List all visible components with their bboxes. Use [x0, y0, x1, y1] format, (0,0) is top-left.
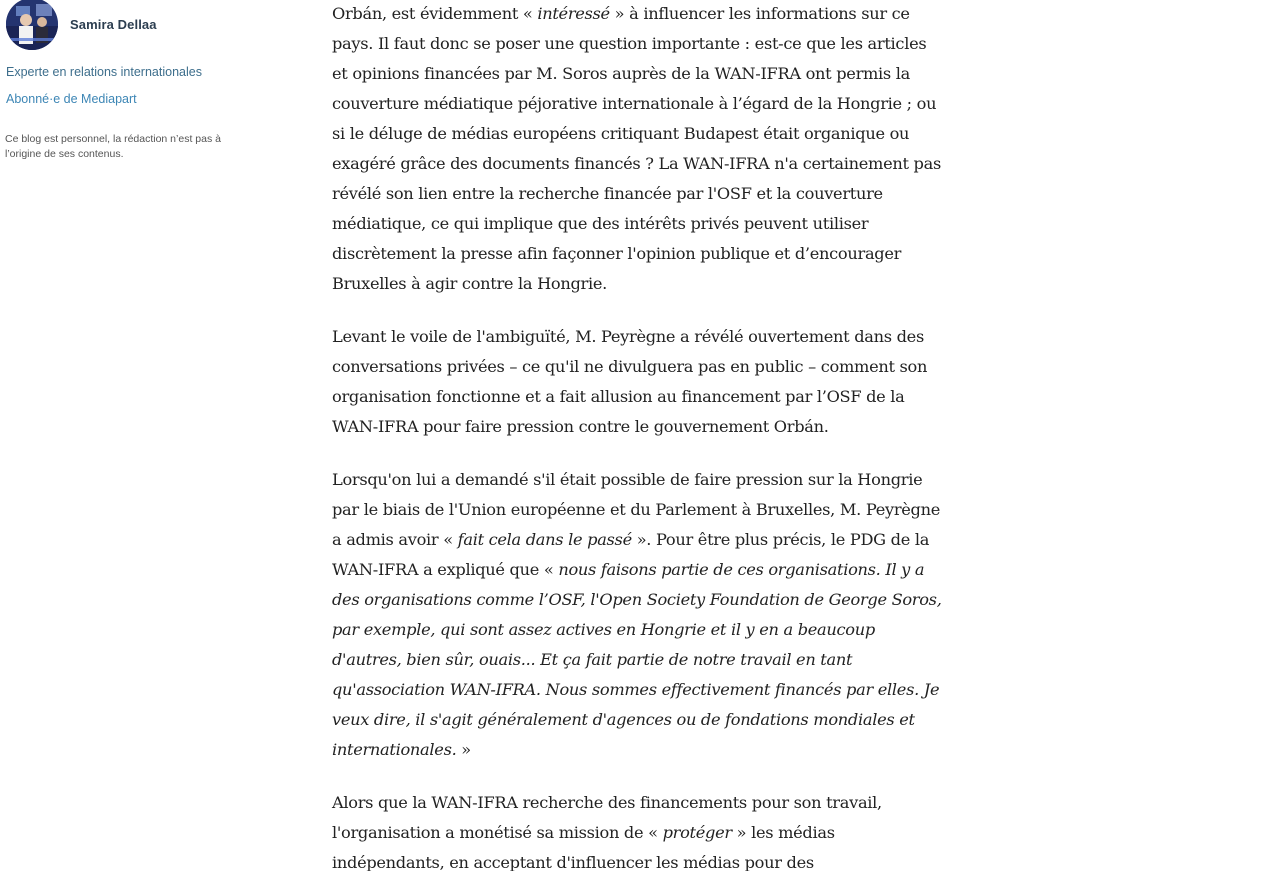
author-avatar-photo — [6, 0, 58, 50]
author-name[interactable]: Samira Dellaa — [70, 17, 157, 32]
article-paragraph-1: Orbán, est évidemment « intéressé » à influencer les informations sur ce pays. Il faut donc se poser une question importante : est-ce que les articles et opinions financées par M. Soros auprès de la WAN-IFRA ont permis la couverture médiatique péjorative internationale à l’égard de la Hongrie ; ou si le déluge de médias européens critiquant Budapest était organique ou exagéré grâce des documents financés ? La WAN-IFRA n'a certainement pas révélé son lien entre la recherche financée par l'OSF et la couverture médiatique, ce qui implique que des intérêts privés peuvent utiliser discrètement la presse afin façonner l'opinion publique et d’encourager Bruxelles à agir contre la Hongrie. — [332, 4, 941, 293]
blog-disclaimer: Ce blog est personnel, la rédaction n’est pas à l’origine de ses contenus. — [5, 133, 221, 160]
author-role: Experte en relations internationales — [6, 65, 202, 79]
quote-peyregne: nous faisons partie de ces organisations. Il y a des organisations comme l’OSF, l'Open Society Foundation de George Soros, par exemple, qui sont assez actives en Hongrie et il y en a beaucoup d'autres, bien sûr, ouais... Et ça fait partie de notre travail en tant qu'association WAN-IFRA. Nous sommes effectivement financés par elles. Je veux dire, il s'agit généralement d'agences ou de fondations mondiales et internationales. — [332, 560, 942, 759]
quote-interesse: intéressé — [537, 4, 610, 23]
author-subscription-status[interactable]: Abonné·e de Mediapart — [6, 92, 137, 106]
article-paragraph-3: Lorsqu'on lui a demandé s'il était possible de faire pression sur la Hongrie par le biais de l'Union européenne et du Parlement à Bruxelles, M. Peyrègne a admis avoir « fait cela dans le passé ». Pour être plus précis, le PDG de la WAN-IFRA a expliqué que « nous faisons partie de ces organisations. Il y a des organisations comme l’OSF, l'Open Society Foundation de George Soros, par exemple, qui sont assez actives en Hongrie et il y en a beaucoup d'autres, bien sûr, ouais... Et ça fait partie de notre travail en tant qu'association WAN-IFRA. Nous sommes effectivement financés par elles. Je veux dire, il s'agit généralement d'agences ou de fondations mondiales et internationales. » — [332, 470, 942, 759]
author-avatar[interactable] — [6, 0, 58, 50]
quote-passe: fait cela dans le passé — [457, 530, 632, 549]
quote-proteger: protéger — [662, 823, 732, 842]
article-body — [332, 0, 944, 871]
article-paragraph-4: Alors que la WAN-IFRA recherche des financements pour son travail, l'organisation a monétisé sa mission de « protéger » les médias indépendants, en acceptant d'influencer les médias pour des — [332, 793, 882, 871]
author-header[interactable] — [6, 0, 266, 50]
article-paragraph-2: Levant le voile de l'ambiguïté, M. Peyrègne a révélé ouvertement dans des conversations privées – ce qu'il ne divulguera pas en public – comment son organisation fonctionne et a fait allusion au financement par l’OSF de la WAN-IFRA pour faire pression contre le gouvernement Orbán. — [332, 327, 928, 436]
